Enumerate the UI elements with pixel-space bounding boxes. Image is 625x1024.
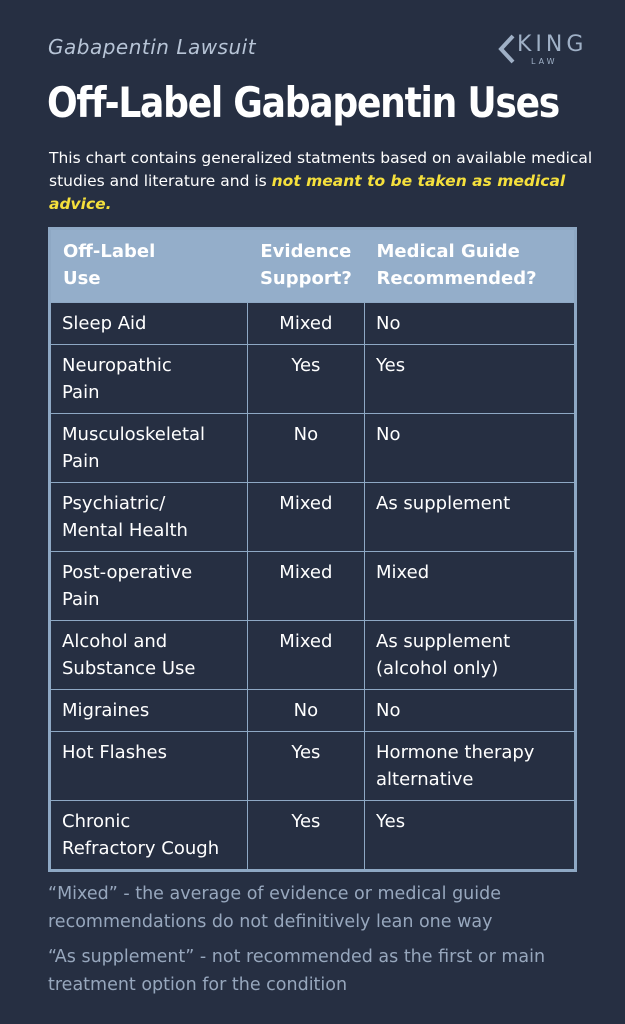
cell-text: Migraines	[62, 700, 150, 721]
cell-text: Pain	[62, 451, 100, 472]
intro-body: This chart contains generalized statments based on available medical studies and literature and is	[49, 149, 593, 190]
table-row	[50, 690, 576, 732]
evidence-cell	[247, 690, 364, 732]
evidence-cell	[247, 483, 364, 552]
evidence-cell	[247, 414, 364, 483]
use-cell	[50, 303, 248, 345]
cell-text: Mental Health	[62, 520, 188, 541]
use-cell	[50, 732, 248, 801]
logo-sub: LAW	[531, 57, 558, 66]
cell-text: Refractory Cough	[62, 838, 220, 859]
cell-text: Musculoskeletal	[62, 424, 206, 445]
evidence-cell	[247, 303, 364, 345]
guide-cell	[365, 732, 576, 801]
cell-text: (alcohol only)	[376, 658, 499, 679]
header-line: Medical Guide	[376, 241, 520, 262]
header-evidence-support	[247, 229, 364, 303]
footnotes	[48, 880, 593, 1006]
cell-text: Post-operative	[62, 562, 193, 583]
evidence-cell	[247, 732, 364, 801]
cell-text: As supplement	[376, 493, 511, 514]
use-cell	[50, 621, 248, 690]
cell-text: Yes	[291, 355, 321, 376]
header-line: Use	[63, 268, 101, 289]
use-cell	[50, 345, 248, 414]
header-line: Support?	[259, 268, 352, 289]
evidence-cell	[247, 621, 364, 690]
table-row	[50, 801, 576, 871]
guide-cell	[365, 690, 576, 732]
table-row	[50, 621, 576, 690]
cell-text: Mixed	[279, 493, 333, 514]
table-row	[50, 303, 576, 345]
cell-text: Mixed	[279, 313, 333, 334]
guide-cell	[365, 621, 576, 690]
page-subtitle: Gabapentin Lawsuit	[48, 35, 257, 59]
cell-text: No	[293, 424, 319, 445]
cell-text: Sleep Aid	[62, 313, 147, 334]
cell-text: Yes	[291, 811, 321, 832]
use-cell	[50, 483, 248, 552]
cell-text: Mixed	[376, 562, 430, 583]
evidence-cell	[247, 801, 364, 871]
footnote-as-supplement: “As supplement” - not recommended as the first or main treatment option for the condition	[48, 947, 546, 995]
header-line: Evidence	[260, 241, 352, 262]
cell-text: Neuropathic	[62, 355, 172, 376]
intro-warning: not meant to be taken as medical advice.	[49, 172, 566, 213]
logo-word: KING	[517, 32, 588, 57]
cell-text: Chronic	[62, 811, 131, 832]
cell-text: Hormone therapy	[376, 742, 535, 763]
footnote-mixed: “Mixed” - the average of evidence or medical guide recommendations do not definitively lean one way	[48, 884, 502, 932]
guide-cell	[365, 483, 576, 552]
cell-text: Pain	[62, 382, 100, 403]
guide-cell	[365, 801, 576, 871]
cell-text: Alcohol and	[62, 631, 168, 652]
header-medical-guide	[365, 229, 576, 303]
cell-text: No	[376, 700, 401, 721]
king-law-logo	[497, 32, 587, 72]
guide-cell	[365, 303, 576, 345]
cell-text: Yes	[376, 355, 406, 376]
table-row	[50, 345, 576, 414]
table-row	[50, 732, 576, 801]
cell-text: Yes	[291, 742, 321, 763]
cell-text: alternative	[376, 769, 474, 790]
guide-cell	[365, 414, 576, 483]
cell-text: No	[293, 700, 319, 721]
cell-text: Yes	[376, 811, 406, 832]
chevron-logo-icon	[497, 34, 515, 64]
use-cell	[50, 414, 248, 483]
use-cell	[50, 690, 248, 732]
header-line: Off-Label	[63, 241, 156, 262]
evidence-cell	[247, 345, 364, 414]
guide-cell	[365, 345, 576, 414]
intro-text	[49, 147, 594, 216]
cell-text: Hot Flashes	[62, 742, 167, 763]
use-cell	[50, 801, 248, 871]
off-label-uses-table	[48, 227, 577, 872]
table-row	[50, 483, 576, 552]
cell-text: Psychiatric/	[62, 493, 166, 514]
page-title: Off-Label Gabapentin Uses	[47, 78, 560, 127]
cell-text: Substance Use	[62, 658, 196, 679]
cell-text: No	[376, 424, 401, 445]
cell-text: As supplement	[376, 631, 511, 652]
cell-text: No	[376, 313, 401, 334]
table-header-row	[50, 229, 576, 303]
cell-text: Mixed	[279, 631, 333, 652]
guide-cell	[365, 552, 576, 621]
header-line: Recommended?	[376, 268, 537, 289]
table-row	[50, 414, 576, 483]
header-off-label-use	[50, 229, 248, 303]
table-row	[50, 552, 576, 621]
cell-text: Mixed	[279, 562, 333, 583]
use-cell	[50, 552, 248, 621]
cell-text: Pain	[62, 589, 100, 610]
evidence-cell	[247, 552, 364, 621]
